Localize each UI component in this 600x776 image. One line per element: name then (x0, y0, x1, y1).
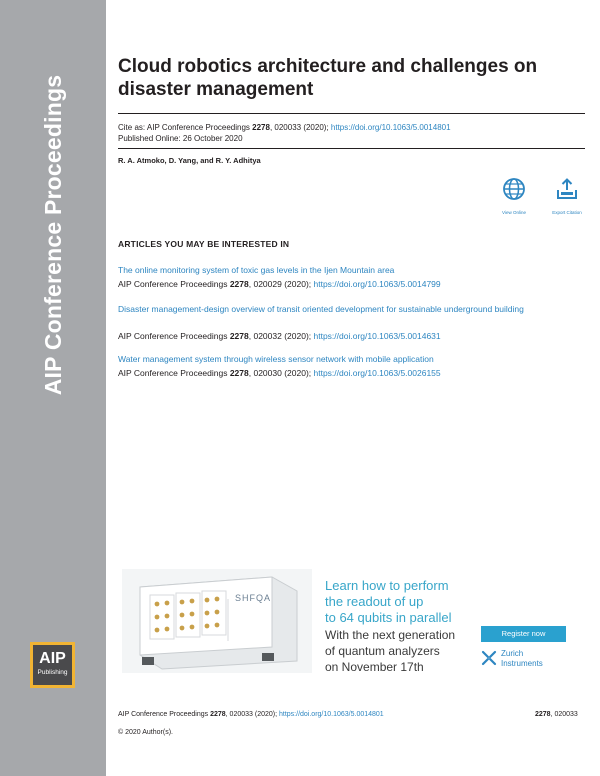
title-divider (118, 113, 585, 114)
article-1-doi-link[interactable]: https://doi.org/10.1063/5.0014799 (313, 279, 441, 289)
device-label: SHFQA (235, 593, 272, 603)
article-2-citation: AIP Conference Proceedings 2278, 020032 (2020); https://doi.org/10.1063/5.0014631 (118, 331, 441, 341)
article-3-citation: AIP Conference Proceedings 2278, 020030 (2020); https://doi.org/10.1063/5.0026155 (118, 368, 441, 378)
logo-main: AIP (39, 650, 66, 667)
authors: R. A. Atmoko, D. Yang, and R. Y. Adhitya (118, 156, 261, 165)
article-2-doi-link[interactable]: https://doi.org/10.1063/5.0014631 (313, 331, 441, 341)
ad-headline: Learn how to perform the readout of up to 64 qubits in parallel (325, 578, 452, 625)
advertisement-banner[interactable] (122, 569, 586, 673)
export-citation-icon (555, 177, 579, 201)
view-online-label: View Online (502, 210, 526, 215)
copyright: © 2020 Author(s). (118, 729, 173, 736)
journal-name: AIP Conference Proceedings (40, 74, 66, 396)
sidebar (0, 0, 106, 776)
export-citation-label: Export Citation (552, 210, 582, 215)
article-2-title-link[interactable]: Disaster management-design overview of transit oriented development for sustainable underground building (118, 304, 524, 314)
cite-as: Cite as: AIP Conference Proceedings 2278, 020033 (2020); https://doi.org/10.1063/5.0014801 (118, 123, 451, 132)
logo-sub: Publishing (37, 669, 68, 676)
register-now-button[interactable]: Register now (481, 626, 566, 642)
meta-divider (118, 148, 585, 149)
footer-citation: AIP Conference Proceedings 2278, 020033 (2020); https://doi.org/10.1063/5.0014801 (118, 711, 384, 718)
aip-publishing-logo[interactable] (30, 642, 75, 688)
paper-doi-link[interactable]: https://doi.org/10.1063/5.0014801 (330, 123, 451, 132)
related-articles-heading: ARTICLES YOU MAY BE INTERESTED IN (118, 239, 290, 249)
footer-page-ref: 2278, 020033 (535, 711, 578, 718)
globe-icon (502, 177, 526, 201)
export-citation-button[interactable] (547, 177, 587, 216)
published-date: Published Online: 26 October 2020 (118, 134, 243, 143)
paper-title: Cloud robotics architecture and challenges on disaster management (118, 56, 538, 100)
article-3-title-link[interactable]: Water management system through wireless sensor network with mobile application (118, 354, 434, 364)
zurich-instruments-logo: Zurich Instruments (481, 648, 591, 672)
ad-subtext: With the next generation of quantum analyzers on November 17th (325, 628, 456, 674)
footer-doi-link[interactable]: https://doi.org/10.1063/5.0014801 (279, 711, 384, 718)
quantum-analyzer-device-image (122, 569, 312, 673)
zurich-instruments-icon (481, 650, 497, 666)
article-1-title-link[interactable]: The online monitoring system of toxic gas levels in the Ijen Mountain area (118, 265, 395, 275)
article-1-citation: AIP Conference Proceedings 2278, 020029 (2020); https://doi.org/10.1063/5.0014799 (118, 279, 441, 289)
view-online-button[interactable] (494, 177, 534, 216)
article-3-doi-link[interactable]: https://doi.org/10.1063/5.0026155 (313, 368, 441, 378)
